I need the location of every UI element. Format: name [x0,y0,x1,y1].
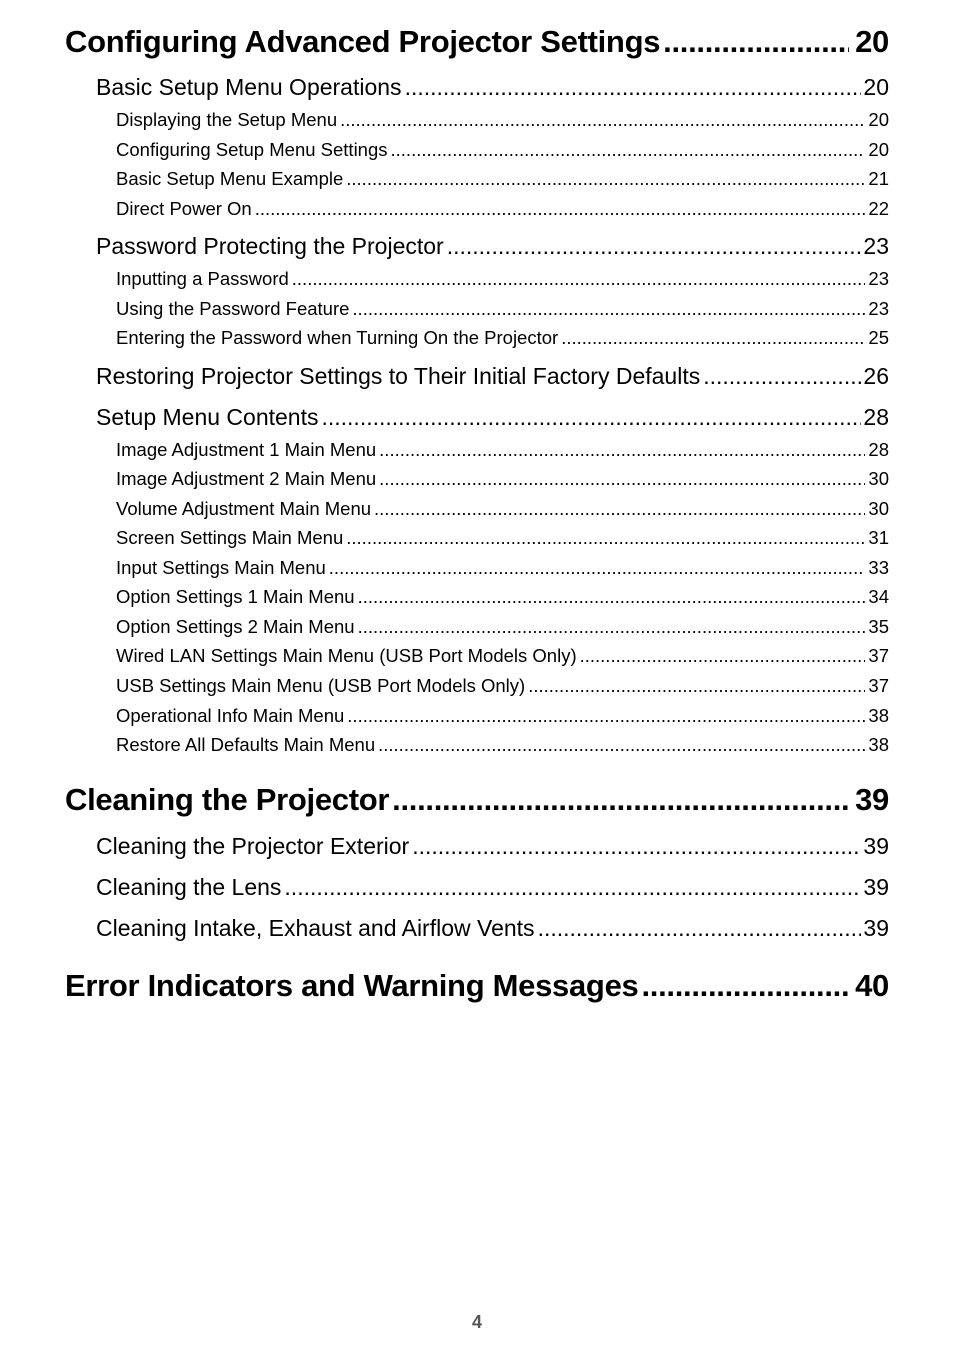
toc-entry-title: USB Settings Main Menu (USB Port Models Only) [116,675,526,696]
toc-entry-page: 34 [868,586,889,607]
toc-entry-title: Basic Setup Menu Example [116,168,344,189]
dot-leader [292,268,866,290]
toc-entry-page: 26 [863,363,889,389]
toc-entry[interactable] [116,109,889,133]
toc-entry-title: Input Settings Main Menu [116,557,326,578]
toc-entry[interactable] [116,616,889,640]
toc-entry-page: 28 [863,404,889,430]
toc-entry[interactable] [116,268,889,292]
dot-leader [447,233,862,260]
dot-leader [329,557,866,579]
toc-entry-page: 39 [863,915,889,941]
toc-entry[interactable] [65,24,889,64]
toc-entry-page: 37 [868,645,889,666]
toc-entry-title: Configuring Setup Menu Settings [116,139,388,160]
toc-entry-title: Volume Adjustment Main Menu [116,498,372,519]
toc-entry[interactable] [116,705,889,729]
toc-entry-page: 23 [863,233,889,259]
toc-entry-page: 30 [868,498,889,519]
dot-leader [340,109,865,131]
dot-leader [528,675,865,697]
dot-leader [358,586,866,608]
toc-entry-title: Image Adjustment 1 Main Menu [116,439,377,460]
toc-entry[interactable] [96,74,889,104]
toc-entry[interactable] [96,363,889,393]
toc-entry[interactable] [116,168,889,192]
dot-leader [358,616,866,638]
toc-entry-page: 39 [855,782,889,817]
dot-leader [405,74,862,101]
toc-entry-page: 38 [868,705,889,726]
toc-entry-page: 22 [868,198,889,219]
toc-entry-title: Restore All Defaults Main Menu [116,734,376,755]
toc-entry-page: 21 [868,168,889,189]
toc-entry-title: Entering the Password when Turning On the Projector [116,327,559,348]
toc-entry-title: Restoring Projector Settings to Their Initial Factory Defaults [96,363,701,389]
toc-entry-page: 31 [868,527,889,548]
toc-entry-page: 40 [855,968,889,1003]
toc-entry-title: Error Indicators and Warning Messages [65,968,639,1003]
toc-entry[interactable] [96,233,889,263]
dot-leader [561,327,865,349]
dot-leader [284,874,861,901]
toc-entry[interactable] [116,198,889,222]
toc-entry[interactable] [116,439,889,463]
toc-entry-page: 23 [868,298,889,319]
dot-leader [378,734,865,756]
toc-entry-page: 28 [868,439,889,460]
dot-leader [379,468,865,490]
toc-entry-title: Image Adjustment 2 Main Menu [116,468,377,489]
dot-leader [703,363,861,390]
toc-entry[interactable] [116,468,889,492]
dot-leader [391,139,866,161]
toc-entry-title: Cleaning the Lens [96,874,282,900]
toc-entry-title: Inputting a Password [116,268,289,289]
dot-leader [379,439,865,461]
toc-entry-title: Cleaning the Projector [65,782,390,817]
toc-entry-title: Cleaning Intake, Exhaust and Airflow Vents [96,915,535,941]
toc-entry-page: 30 [868,468,889,489]
dot-leader [663,24,849,60]
toc-entry-page: 20 [855,24,889,59]
toc-entry-title: Using the Password Feature [116,298,350,319]
toc-entry[interactable] [116,734,889,758]
toc-entry-page: 35 [868,616,889,637]
dot-leader [641,968,849,1004]
toc-entry[interactable] [96,915,889,945]
toc-entry[interactable] [116,527,889,551]
toc-entry[interactable] [116,298,889,322]
toc-entry-page: 33 [868,557,889,578]
dot-leader [346,168,865,190]
toc-entry[interactable] [96,833,889,863]
toc-entry[interactable] [116,675,889,699]
toc-entry[interactable] [65,968,889,1008]
toc-entry-title: Configuring Advanced Projector Settings [65,24,661,59]
toc-entry-title: Option Settings 2 Main Menu [116,616,355,637]
toc-entry-page: 25 [868,327,889,348]
toc-entry-title: Wired LAN Settings Main Menu (USB Port Models Only) [116,645,577,666]
dot-leader [352,298,865,320]
dot-leader [412,833,861,860]
toc-entry-page: 37 [868,675,889,696]
toc-entry[interactable] [116,498,889,522]
toc-entry-title: Operational Info Main Menu [116,705,345,726]
toc-entry-page: 20 [868,139,889,160]
dot-leader [392,782,849,818]
toc-entry-title: Displaying the Setup Menu [116,109,338,130]
toc-entry[interactable] [116,139,889,163]
toc-entry-title: Setup Menu Contents [96,404,319,430]
toc-entry-title: Password Protecting the Projector [96,233,444,259]
toc-entry-title: Screen Settings Main Menu [116,527,344,548]
toc-entry[interactable] [96,874,889,904]
toc-entry-page: 38 [868,734,889,755]
dot-leader [347,705,865,727]
toc-entry[interactable] [96,404,889,434]
toc-entry-title: Option Settings 1 Main Menu [116,586,355,607]
toc-entry-page: 20 [868,109,889,130]
toc-entry-page: 23 [868,268,889,289]
toc-entry[interactable] [116,327,889,351]
toc-entry-page: 39 [863,874,889,900]
dot-leader [580,645,866,667]
toc-entry-title: Cleaning the Projector Exterior [96,833,410,859]
toc-entry-title: Basic Setup Menu Operations [96,74,402,100]
toc-entry[interactable] [116,557,889,581]
dot-leader [538,915,862,942]
toc-entry[interactable] [116,586,889,610]
toc-entry-title: Direct Power On [116,198,252,219]
toc-entry-page: 39 [863,833,889,859]
dot-leader [346,527,865,549]
toc-entry-page: 20 [863,74,889,100]
dot-leader [321,404,861,431]
page-number: 4 [471,1312,482,1332]
toc-entry[interactable] [116,645,889,669]
toc-entry[interactable] [65,782,889,822]
dot-leader [374,498,865,520]
dot-leader [255,198,866,220]
